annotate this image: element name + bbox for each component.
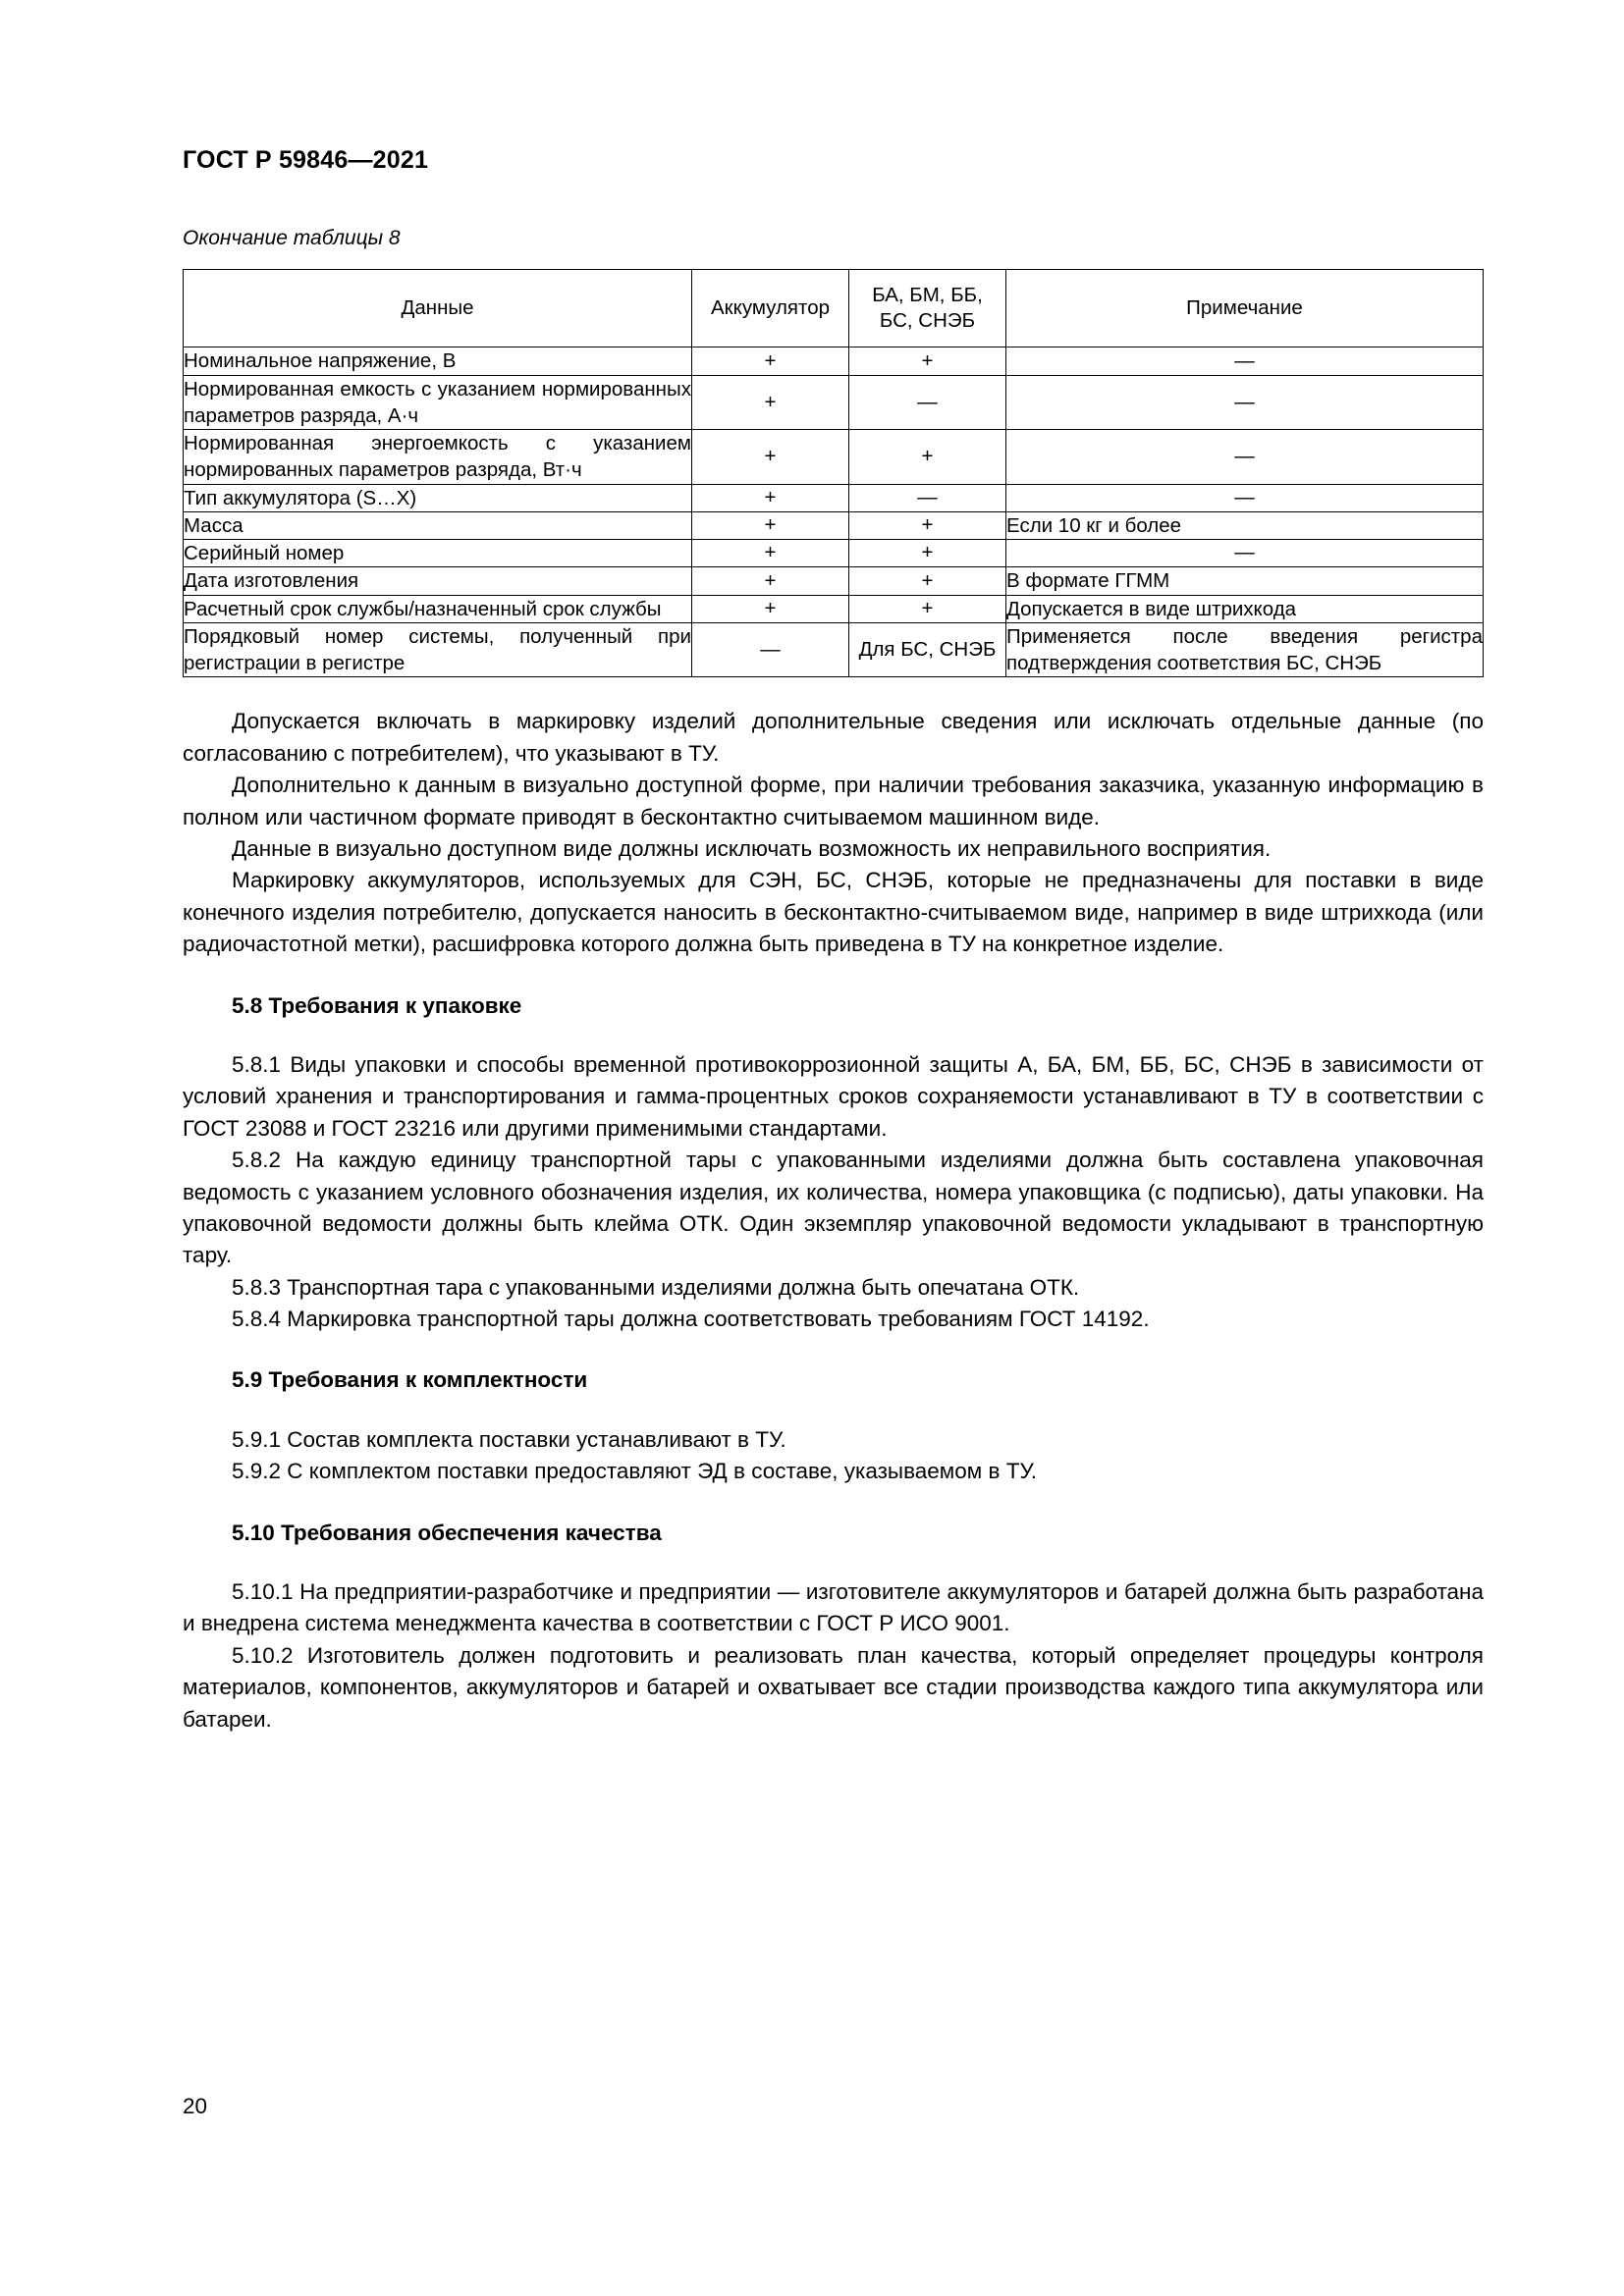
table-row <box>184 595 1484 622</box>
cell-note: — <box>1006 484 1484 511</box>
table-row <box>184 567 1484 595</box>
table-row <box>184 375 1484 430</box>
cell-battery: + <box>849 347 1006 375</box>
heading-5-9: 5.9 Требования к комплектности <box>232 1367 588 1393</box>
cell-data: Порядковый номер системы, полученный при регистрации в регистре <box>184 622 692 677</box>
column-header-accumulator: Аккумулятор <box>692 270 849 347</box>
cell-accumulator: + <box>692 375 849 430</box>
cell-data: Серийный номер <box>184 540 692 567</box>
paragraph-5-10-2: 5.10.2 Изготовитель должен подготовить и реализовать план качества, который определяет процедуры контроля материалов, компонентов, аккумуляторов и батарей и охватывает все стадии производства каждого типа аккумулятора или батареи. <box>183 1642 1484 1732</box>
marking-data-table <box>183 269 1484 677</box>
cell-battery: + <box>849 430 1006 485</box>
column-header-battery-line2: БС, СНЭБ <box>879 308 976 332</box>
table-row <box>184 484 1484 511</box>
paragraph-marking-additional: Допускается включать в маркировку изделий дополнительные сведения или исключать отдельные данные (по согласованию с потребителем), что указывают в ТУ. <box>183 709 1484 766</box>
paragraph-machine-readable: Дополнительно к данным в визуально доступной форме, при наличии требования заказчика, указанную информацию в полном или частичном формате приводят в бесконтактно считываемом машинном виде. <box>183 773 1484 829</box>
paragraph-marking-accumulators: Маркировку аккумуляторов, используемых для СЭН, БС, СНЭБ, которые не предназначены для поставки в виде конечного изделия потребителю, допускается наносить в бесконтактно-считываемом виде, например в виде штрихкода (или радиочастотной метки), расшифровка которого должна быть приведена в ТУ на конкретное изделие. <box>183 868 1484 957</box>
cell-accumulator: — <box>692 622 849 677</box>
table-row <box>184 540 1484 567</box>
column-header-note: Примечание <box>1006 270 1484 347</box>
cell-note: — <box>1006 540 1484 567</box>
table-row <box>184 347 1484 375</box>
paragraph-5-8-2: 5.8.2 На каждую единицу транспортной тары с упакованными изделиями должна быть составлена упаковочная ведомость с указанием условного обозначения изделия, их количества, номера упаковщика (с подписью), даты упаковки. На упаковочной ведомости должны быть клейма ОТК. Один экземпляр упаковочной ведомости укладывают в транспортную тару. <box>183 1148 1484 1268</box>
cell-accumulator: + <box>692 540 849 567</box>
cell-accumulator: + <box>692 347 849 375</box>
paragraph-5-9-1: 5.9.1 Состав комплекта поставки устанавливают в ТУ. <box>232 1426 786 1452</box>
table-row <box>184 622 1484 677</box>
cell-note: — <box>1006 347 1484 375</box>
cell-note: Применяется после введения регистра подтверждения соответствия БС, СНЭБ <box>1006 622 1484 677</box>
table-header-row <box>184 270 1484 347</box>
table-caption: Окончание таблицы 8 <box>183 227 401 249</box>
column-header-data: Данные <box>184 270 692 347</box>
heading-5-10: 5.10 Требования обеспечения качества <box>232 1520 662 1545</box>
cell-data: Расчетный срок службы/назначенный срок службы <box>184 595 692 622</box>
cell-note: — <box>1006 430 1484 485</box>
cell-note: — <box>1006 375 1484 430</box>
cell-note: Если 10 кг и более <box>1006 511 1484 539</box>
cell-note: В формате ГГММ <box>1006 567 1484 595</box>
cell-accumulator: + <box>692 484 849 511</box>
cell-battery: + <box>849 511 1006 539</box>
cell-data: Номинальное напряжение, В <box>184 347 692 375</box>
cell-battery: Для БС, СНЭБ <box>849 622 1006 677</box>
paragraph-visual-data: Данные в визуально доступном виде должны исключать возможность их неправильного восприятия. <box>232 836 1272 861</box>
cell-battery: — <box>849 375 1006 430</box>
cell-accumulator: + <box>692 567 849 595</box>
cell-data: Масса <box>184 511 692 539</box>
page-content <box>183 0 1484 1735</box>
cell-battery: + <box>849 567 1006 595</box>
column-header-battery <box>849 270 1006 347</box>
cell-accumulator: + <box>692 511 849 539</box>
page-number: 20 <box>183 2094 208 2118</box>
cell-battery: + <box>849 540 1006 567</box>
paragraph-5-8-3: 5.8.3 Транспортная тара с упакованными изделиями должна быть опечатана ОТК. <box>232 1274 1080 1300</box>
paragraph-5-9-2: 5.9.2 С комплектом поставки предоставляют ЭД в составе, указываемом в ТУ. <box>232 1459 1038 1484</box>
cell-data: Тип аккумулятора (S…X) <box>184 484 692 511</box>
paragraph-5-8-4: 5.8.4 Маркировка транспортной тары должна соответствовать требованиям ГОСТ 14192. <box>232 1307 1150 1332</box>
table-row <box>184 511 1484 539</box>
table-row <box>184 430 1484 485</box>
cell-data: Дата изготовления <box>184 567 692 595</box>
cell-battery: + <box>849 595 1006 622</box>
paragraph-5-10-1: 5.10.1 На предприятии-разработчике и предприятии — изготовителе аккумуляторов и батарей должна быть разработана и внедрена система менеджмента качества в соответствии с ГОСТ Р ИСО 9001. <box>183 1579 1484 1636</box>
column-header-battery-line1: БА, БМ, ББ, <box>872 284 983 307</box>
cell-battery: — <box>849 484 1006 511</box>
cell-data: Нормированная емкость с указанием нормированных параметров разряда, А·ч <box>184 375 692 430</box>
heading-5-8: 5.8 Требования к упаковке <box>232 992 522 1018</box>
cell-data: Нормированная энергоемкость с указанием нормированных параметров разряда, Вт·ч <box>184 430 692 485</box>
cell-note: Допускается в виде штрихкода <box>1006 595 1484 622</box>
standard-number-header: ГОСТ Р 59846—2021 <box>183 146 429 174</box>
cell-accumulator: + <box>692 595 849 622</box>
paragraph-5-8-1: 5.8.1 Виды упаковки и способы временной противокоррозионной защиты А, БА, БМ, ББ, БС, СНЭБ в зависимости от условий хранения и транспортирования и гамма-процентных сроков сохраняемости устанавливают в ТУ в соответствии с ГОСТ 23088 и ГОСТ 23216 или другими применимыми стандартами. <box>183 1051 1484 1141</box>
cell-accumulator: + <box>692 430 849 485</box>
